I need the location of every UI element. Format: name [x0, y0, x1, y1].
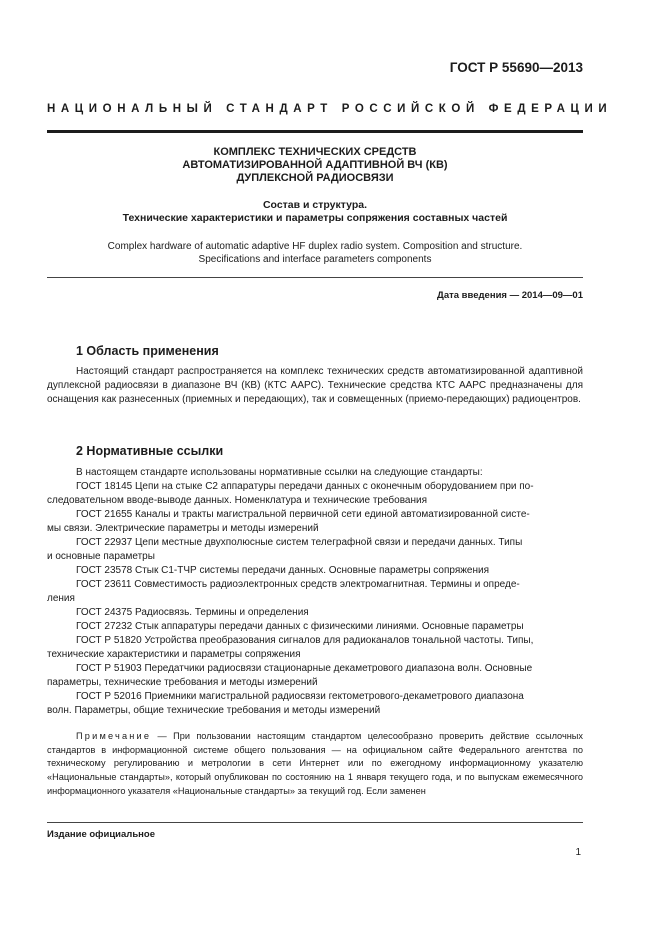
section-1-heading: 1 Область применения: [76, 344, 219, 358]
footer-divider: [47, 822, 583, 823]
title-line-3: ДУПЛЕКСНОЙ РАДИОСВЯЗИ: [236, 172, 394, 184]
subtitle-line-2: Технические характеристики и параметры сопряжения составных частей: [122, 212, 508, 224]
subtitle-line-1: Состав и структура.: [262, 199, 368, 211]
note-text: — При пользовании настоящим стандартом целесообразно проверить действие ссылочных стандартов в информационной системе общего пользования — на официальном сайте Федерального агентства по техническому регулированию и метрологии в сети Интернет или по ежегодному информационному указателю «Национальные стандарты», который опубликован по состоянию на 1 января текущего года, и по выпускам ежемесячного информационного указателя «Национальные стандарты» за текущий год. Если заменен: [47, 731, 583, 796]
reference-item: ГОСТ Р 52016 Приемники магистральной радиосвязи гектометрового-декаметрового диапазона волн. Параметры, общие технические требования и методы измерений: [47, 691, 524, 716]
english-title-line-2: Specifications and interface parameters components: [198, 254, 432, 265]
reference-item: ГОСТ 23578 Стык С1-ТЧР системы передачи данных. Основные параметры сопряжения: [76, 565, 490, 576]
reference-item: ГОСТ 24375 Радиосвязь. Термины и определения: [76, 607, 309, 618]
title-divider: [47, 277, 583, 278]
title-line-2: АВТОМАТИЗИРОВАННОЙ АДАПТИВНОЙ ВЧ (КВ): [182, 159, 448, 171]
top-divider: [47, 130, 583, 133]
english-title: [47, 240, 583, 266]
reference-item: ГОСТ 22937 Цепи местные двухполюсные систем телеграфной связи и передачи данных. Типы и основные параметры: [47, 537, 523, 562]
reference-item: ГОСТ Р 51820 Устройства преобразования сигналов для радиоканалов тональной частоты. Типы, технические характеристики и параметры сопряжения: [47, 635, 534, 660]
reference-item: ГОСТ 27232 Стык аппаратуры передачи данных с физическими линиями. Основные параметры: [76, 621, 524, 632]
document-subtitle: [47, 199, 583, 225]
section-2-heading: 2 Нормативные ссылки: [76, 444, 224, 458]
reference-item: ГОСТ Р 51903 Передатчики радиосвязи стационарные декаметрового диапазона волн. Основные параметры, технические требования и методы измерений: [47, 663, 533, 688]
reference-item: ГОСТ 23611 Совместимость радиоэлектронных средств электромагнитная. Термины и опреде- ления: [47, 579, 520, 604]
english-title-line-1: Complex hardware of automatic adaptive HF duplex radio system. Composition and structure.: [107, 241, 523, 252]
reference-item: ГОСТ 21655 Каналы и тракты магистральной первичной сети единой автоматизированной систе- мы связи. Электрические параметры и методы измерений: [47, 509, 530, 534]
title-line-1: КОМПЛЕКС ТЕХНИЧЕСКИХ СРЕДСТВ: [213, 146, 417, 158]
references-intro: В настоящем стандарте использованы нормативные ссылки на следующие стандарты:: [76, 467, 483, 478]
references-list: [47, 466, 583, 718]
gost-number: ГОСТ Р 55690—2013: [449, 60, 583, 75]
document-title: [47, 146, 583, 185]
page-number: 1: [575, 847, 581, 858]
reference-item: ГОСТ 18145 Цепи на стыке С2 аппаратуры передачи данных с оконечным оборудованием при по- следовательном вводе-выводе данных. Номенклатура и технические требования: [47, 481, 534, 506]
note-label: Примечание: [76, 731, 152, 741]
national-standard-banner: НАЦИОНАЛЬНЫЙ СТАНДАРТ РОССИЙСКОЙ ФЕДЕРАЦИИ: [47, 103, 613, 115]
note-paragraph: [47, 730, 583, 799]
section-1-text: Настоящий стандарт распространяется на комплекс технических средств автоматизированной адаптивной дуплексной радиосвязи в диапазоне ВЧ (КВ) (КТС ААРС). Технические средства КТС ААРС предназначены для оснащения как разнесенных (приемных и передающих), так и совмещенных (приемо-передающих) радиоцентров.: [47, 366, 583, 405]
official-edition-label: Издание официальное: [47, 829, 155, 840]
introduction-date: Дата введения — 2014—09—01: [437, 290, 583, 301]
